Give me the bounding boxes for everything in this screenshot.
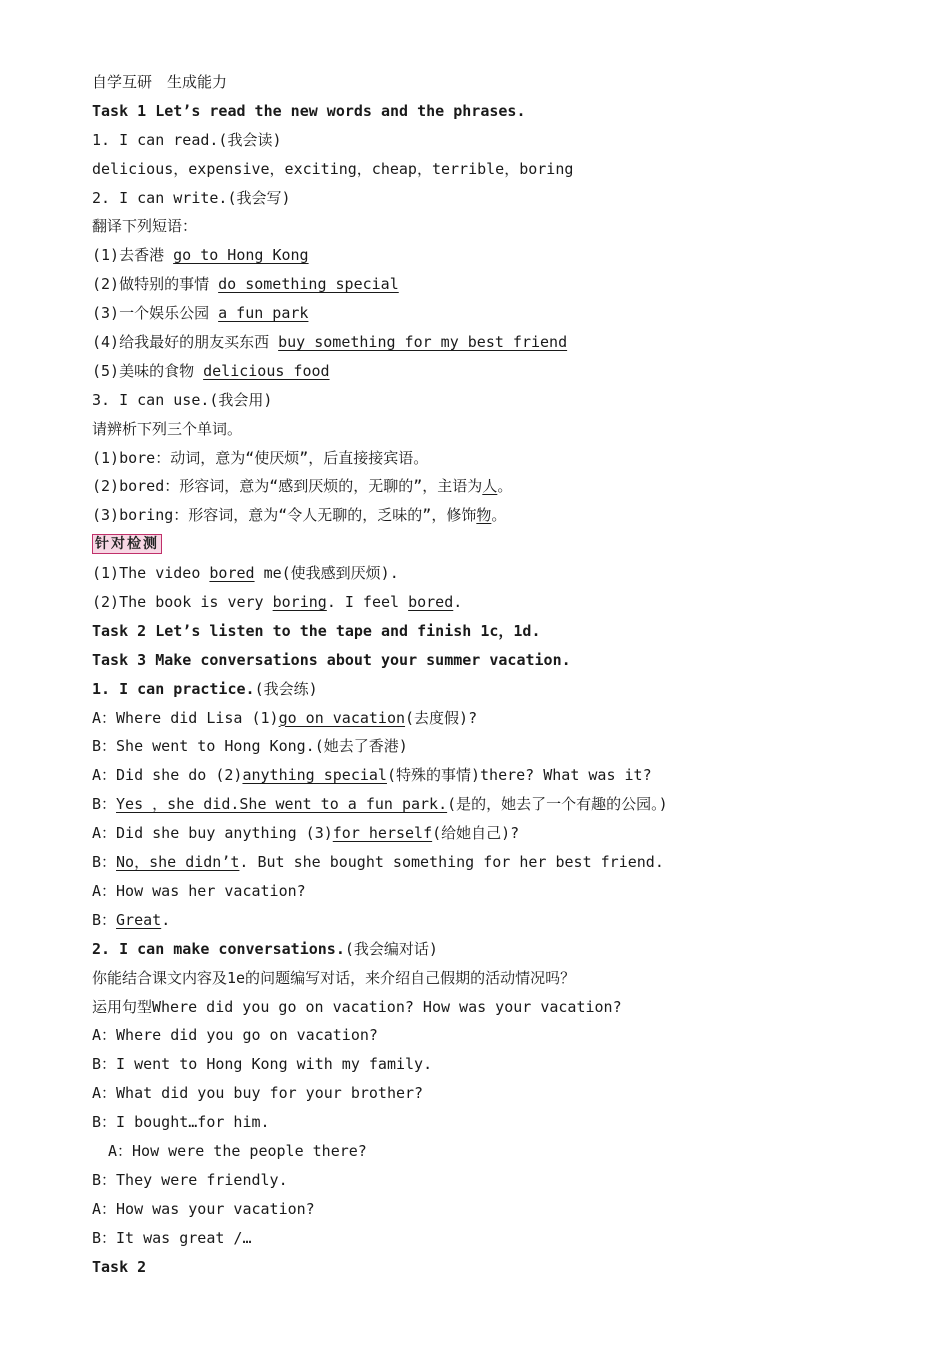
phrase-prompt: (4)给我最好的朋友买东西 — [92, 333, 279, 352]
bore-definition: (1)bore：动词，意为“使厌烦”，后直接接宾语。 — [92, 448, 429, 467]
phrase-prompt: (3)一个娱乐公园 — [92, 304, 219, 323]
check-badge-row — [92, 530, 892, 559]
phrase-item — [92, 270, 892, 299]
make-label: 2. I can make conversations.(我会编对话) — [92, 939, 438, 958]
phrase-answer: a fun park — [218, 304, 309, 323]
distinguish-prompt: 请辨析下列三个单词。 — [92, 419, 243, 438]
phrase-item — [92, 328, 892, 357]
dialog-line: B：She went to Hong Kong.(她去了香港) — [92, 737, 408, 756]
write-label: 2. I can write.(我会写) — [92, 188, 291, 207]
phrase-item — [92, 241, 892, 270]
bored-definition: (2)bored：形容词，意为“感到厌烦的，无聊的”，主语为人。 — [92, 477, 513, 496]
read-label: 1. I can read.(我会读) — [92, 130, 282, 149]
check-item-2: (2)The book is very boring. I feel bored. — [92, 593, 463, 612]
check-badge: 针对检测 — [92, 534, 162, 554]
dialog-line: A：Did she buy anything (3)for herself(给她自己)? — [92, 824, 520, 843]
sample-line: B：I bought…for him. — [92, 1113, 270, 1132]
sample-line: A：How were the people there? — [108, 1141, 367, 1160]
task1-heading: Task 1 Let’s read the new words and the phrases. — [92, 101, 526, 120]
use-label: 3. I can use.(我会用) — [92, 390, 273, 409]
boring-definition: (3)boring：形容词，意为“令人无聊的，乏味的”，修饰物。 — [92, 506, 507, 525]
sample-line: B：It was great /… — [92, 1228, 252, 1247]
phrase-item — [92, 299, 892, 328]
dialog-line: B：Yes ，she did.She went to a fun park.(是的，她去了一个有趣的公园。) — [92, 795, 668, 814]
phrase-answer: do something special — [218, 275, 399, 294]
phrase-item — [92, 357, 892, 386]
make-prompt: 你能结合课文内容及1e的问题编写对话，来介绍自己假期的活动情况吗？ — [92, 968, 576, 987]
phrase-prompt: (1)去香港 — [92, 246, 174, 265]
phrase-answer: delicious food — [203, 361, 330, 380]
sample-line: A：How was your vacation? — [92, 1199, 315, 1218]
pattern-line: 运用句型Where did you go on vacation? How was your vacation? — [92, 997, 622, 1016]
worksheet-page — [92, 68, 892, 1281]
sample-line: B：I went to Hong Kong with my family. — [92, 1055, 433, 1074]
read-words: delicious，expensive，exciting，cheap，terrible，boring — [92, 159, 574, 178]
section-title: 自学互研 生成能力 — [92, 73, 228, 91]
phrase-prompt: (5)美味的食物 — [92, 361, 204, 380]
phrase-answer: buy something for my best friend — [278, 333, 568, 352]
dialog-line: A：How was her vacation? — [92, 881, 306, 900]
dialog-line: B：No，she didn’t. But she bought something for her best friend. — [92, 853, 664, 872]
dialog-line: A：Where did Lisa (1)go on vacation(去度假)? — [92, 708, 478, 727]
sample-line: B：They were friendly. — [92, 1170, 288, 1189]
sample-line: A：What did you buy for your brother? — [92, 1084, 424, 1103]
dialog-line: B：Great. — [92, 910, 171, 929]
phrase-prompt: (2)做特别的事情 — [92, 275, 219, 294]
phrase-answer: go to Hong Kong — [173, 246, 309, 265]
translate-prompt: 翻译下列短语： — [92, 217, 198, 236]
sample-line: A：Where did you go on vacation? — [92, 1026, 378, 1045]
final-heading: Task 2 — [92, 1257, 147, 1276]
dialog-line: A：Did she do (2)anything special(特殊的事情)there? What was it? — [92, 766, 652, 785]
task3-heading: Task 3 Make conversations about your summer vacation. — [92, 650, 571, 669]
practice-label: 1. I can practice.(我会练) — [92, 679, 318, 698]
check-item-1: (1)The video bored me(使我感到厌烦). — [92, 564, 399, 583]
task2-heading: Task 2 Let’s listen to the tape and finish 1c，1d. — [92, 621, 541, 640]
